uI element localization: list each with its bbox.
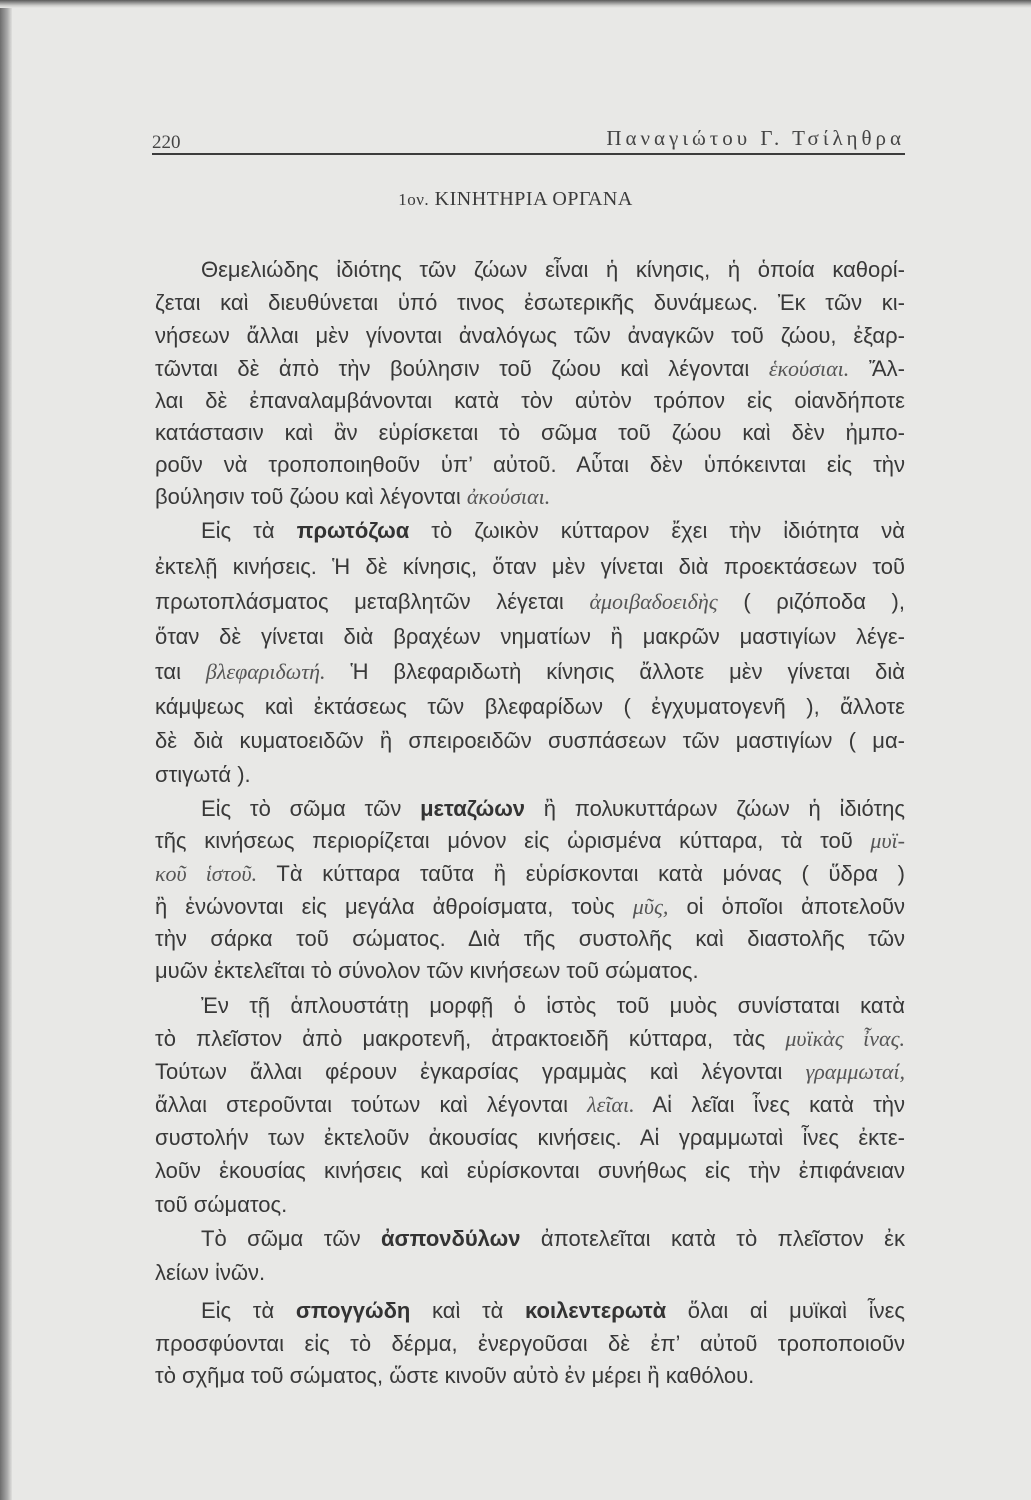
text-run: Ἡ βλεφαριδωτὴ κίνησις ἄλλοτε μὲν γίνεται διὰ bbox=[325, 659, 905, 684]
text-line bbox=[155, 992, 905, 1020]
text-line bbox=[155, 623, 905, 651]
text-line bbox=[155, 727, 905, 755]
scan-edge-top bbox=[0, 0, 1031, 8]
text-run: ( ριζόποδα ), bbox=[717, 589, 905, 614]
text-line bbox=[155, 860, 905, 888]
text-line bbox=[155, 827, 905, 855]
text-run: Εἰς τὸ σῶμα τῶν bbox=[201, 796, 421, 821]
text-line bbox=[155, 957, 905, 985]
page-number: 220 bbox=[152, 132, 181, 153]
header-rule bbox=[152, 153, 905, 155]
text-line bbox=[155, 451, 905, 479]
italic-term: γραμμωταί, bbox=[805, 1059, 905, 1084]
text-run: βούλησιν τοῦ ζώου καὶ λέγονται bbox=[155, 484, 467, 509]
text-run: τῆς κινήσεως περιορίζεται μόνον εἰς ὡρισμένα κύτταρα, τὰ τοῦ bbox=[155, 828, 871, 853]
text-run: τὸ πλεῖστον ἀπὸ μακροτενῆ, ἀτρακτοειδῆ κύτταρα, τὰς bbox=[155, 1026, 786, 1051]
text-run: τὸ σχῆμα τοῦ σώματος, ὥστε κινοῦν αὐτὸ ἐν μέρει ἢ καθόλου. bbox=[155, 1363, 755, 1388]
italic-term: ἀκούσιαι. bbox=[466, 484, 551, 509]
text-run: Εἰς τὰ bbox=[201, 1298, 296, 1323]
italic-term: ἀμοιβαδοειδὴς bbox=[589, 589, 718, 614]
text-run: πρωτοπλάσματος μεταβλητῶν λέγεται bbox=[155, 589, 590, 614]
text-line bbox=[155, 588, 905, 616]
section-number: 1ον. bbox=[398, 190, 430, 209]
text-line bbox=[155, 322, 905, 350]
text-line bbox=[155, 289, 905, 317]
text-run: προσφύονται εἰς τὸ δέρμα, ἐνεργοῦσαι δὲ ἐπ’ αὐτοῦ τροποποιοῦν bbox=[155, 1331, 905, 1356]
text-run: Τὰ κύτταρα ταῦτα ἢ εὑρίσκονται κατὰ μόνας ( ὕδρα ) bbox=[257, 861, 905, 886]
section-title bbox=[0, 188, 1031, 211]
italic-term: ἑκούσιαι. bbox=[768, 356, 850, 381]
text-run: λείων ἰνῶν. bbox=[155, 1260, 266, 1285]
text-line bbox=[155, 1025, 905, 1053]
running-head: Παναγιώτου Γ. Τσίληθρα bbox=[606, 126, 905, 150]
text-run: τὸ ζωικὸν κύτταρον ἔχει τὴν ἰδιότητα νὰ bbox=[409, 518, 905, 543]
text-run: καὶ τὰ bbox=[410, 1298, 525, 1323]
text-run: Τούτων ἄλλαι φέρουν ἐγκαρσίας γραμμὰς καὶ λέγονται bbox=[155, 1059, 806, 1084]
text-line bbox=[155, 1330, 905, 1358]
text-run: ἄλλαι στεροῦνται τούτων καὶ λέγονται bbox=[155, 1092, 588, 1117]
text-line bbox=[155, 1259, 905, 1287]
text-run: τῶνται δὲ ἀπὸ τὴν βούλησιν τοῦ ζώου καὶ λέγονται bbox=[155, 356, 769, 381]
text-line bbox=[155, 761, 905, 789]
text-line bbox=[155, 483, 905, 511]
italic-term: μυϊ- bbox=[870, 828, 905, 853]
text-run: Εἰς τὰ bbox=[201, 518, 297, 543]
text-run: ἀποτελεῖται κατὰ τὸ πλεῖστον ἐκ bbox=[520, 1226, 905, 1251]
text-line bbox=[155, 387, 905, 415]
text-line bbox=[155, 355, 905, 383]
text-run: ὅλαι αἱ μυϊκαὶ ἶνες bbox=[666, 1298, 905, 1323]
text-run: Αἱ λεῖαι ἶνες κατὰ τὴν bbox=[634, 1092, 905, 1117]
text-run: Ἐν τῇ ἁπλουστάτῃ μορφῇ ὁ ἱστὸς τοῦ μυὸς συνίσταται κατὰ bbox=[201, 993, 905, 1018]
text-run: Τὸ σῶμα τῶν bbox=[201, 1226, 382, 1251]
text-line bbox=[155, 1362, 905, 1390]
text-line bbox=[155, 256, 905, 284]
text-run: λαι δὲ ἐπαναλαμβάνονται κατὰ τὸν αὐτὸν τρόπον εἰς οἱανδήποτε bbox=[155, 388, 905, 413]
italic-term: βλεφαριδωτή. bbox=[205, 659, 326, 684]
text-run: οἱ ὁποῖοι ἀποτελοῦν bbox=[668, 894, 906, 919]
text-line bbox=[155, 1297, 905, 1325]
text-line bbox=[155, 1091, 905, 1119]
italic-term: μῦς, bbox=[632, 894, 669, 919]
text-run: ζεται καὶ διευθύνεται ὑπό τινος ἐσωτερικῆς δυνάμεως. Ἐκ τῶν κι- bbox=[155, 290, 905, 315]
text-run: ται bbox=[155, 659, 206, 684]
text-line bbox=[155, 893, 905, 921]
text-line bbox=[155, 553, 905, 581]
text-run: λοῦν ἑκουσίας κινήσεις καὶ εὑρίσκονται συνήθως εἰς τὴν ἐπιφάνειαν bbox=[155, 1158, 905, 1183]
text-run: ροῦν νὰ τροποποιηθοῦν ὑπ’ αὐτοῦ. Αὗται δὲν ὑπόκεινται εἰς τὴν bbox=[155, 452, 905, 477]
bold-term: σπογγώδη bbox=[295, 1298, 411, 1323]
text-line bbox=[155, 1124, 905, 1152]
text-run: νήσεων ἄλλαι μὲν γίνονται ἀναλόγως τῶν ἀναγκῶν τοῦ ζώου, ἐξαρ- bbox=[155, 323, 905, 348]
text-run: ἢ πολυκυττάρων ζώων ἡ ἰδιότης bbox=[525, 796, 905, 821]
text-run: Ἄλ- bbox=[849, 356, 905, 381]
text-run: δὲ διὰ κυματοειδῶν ἢ σπειροειδῶν συσπάσεων τῶν μαστιγίων ( μα- bbox=[155, 728, 905, 753]
text-run: κατάστασιν καὶ ἂν εὑρίσκεται τὸ σῶμα τοῦ ζώου καὶ δὲν ἠμπο- bbox=[155, 420, 905, 445]
text-line bbox=[155, 1191, 905, 1219]
italic-term: κοῦ ἱστοῦ. bbox=[155, 861, 258, 886]
italic-term: μυϊκὰς ἶνας. bbox=[785, 1026, 906, 1051]
text-run: τοῦ σώματος. bbox=[155, 1192, 288, 1217]
text-line bbox=[155, 1225, 905, 1253]
text-line bbox=[155, 693, 905, 721]
text-line bbox=[155, 925, 905, 953]
section-title-text: ΚΙΝΗΤΗΡΙΑ ΟΡΓΑΝΑ bbox=[434, 188, 633, 210]
bold-term: ἀσπονδύλων bbox=[381, 1226, 521, 1251]
text-run: ὅταν δὲ γίνεται διὰ βραχέων νηματίων ἢ μακρῶν μαστιγίων λέγε- bbox=[155, 624, 905, 649]
text-line bbox=[155, 1058, 905, 1086]
text-line bbox=[155, 795, 905, 823]
scan-edge-left bbox=[0, 0, 12, 1500]
bold-term: κοιλεντερωτὰ bbox=[524, 1298, 667, 1323]
text-run: ἢ ἑνώνονται εἰς μεγάλα ἀθροίσματα, τοὺς bbox=[155, 894, 633, 919]
text-line bbox=[155, 1157, 905, 1185]
text-run: κάμψεως καὶ ἐκτάσεως τῶν βλεφαρίδων ( ἐγχυματογενῆ ), ἄλλοτε bbox=[155, 694, 905, 719]
text-run: στιγωτά ). bbox=[155, 762, 251, 787]
text-line bbox=[155, 517, 905, 545]
text-run: μυῶν ἐκτελεῖται τὸ σύνολον τῶν κινήσεων τοῦ σώματος. bbox=[155, 958, 699, 983]
text-line bbox=[155, 658, 905, 686]
bold-term: μεταζώων bbox=[420, 796, 526, 821]
text-run: συστολήν των ἐκτελοῦν ἀκουσίας κινήσεις. Αἱ γραμμωταὶ ἶνες ἐκτε- bbox=[155, 1125, 905, 1150]
text-line bbox=[155, 419, 905, 447]
text-run: Θεμελιώδης ἰδιότης τῶν ζώων εἶναι ἡ κίνησις, ἡ ὁποία καθορί- bbox=[201, 257, 905, 282]
bold-term: πρωτόζωα bbox=[296, 518, 410, 543]
text-run: ἐκτελῇ κινήσεις. Ἡ δὲ κίνησις, ὅταν μὲν γίνεται διὰ προεκτάσεων τοῦ bbox=[155, 554, 905, 579]
text-run: τὴν σάρκα τοῦ σώματος. Διὰ τῆς συστολῆς καὶ διαστολῆς τῶν bbox=[155, 926, 905, 951]
italic-term: λεῖαι. bbox=[587, 1092, 635, 1117]
